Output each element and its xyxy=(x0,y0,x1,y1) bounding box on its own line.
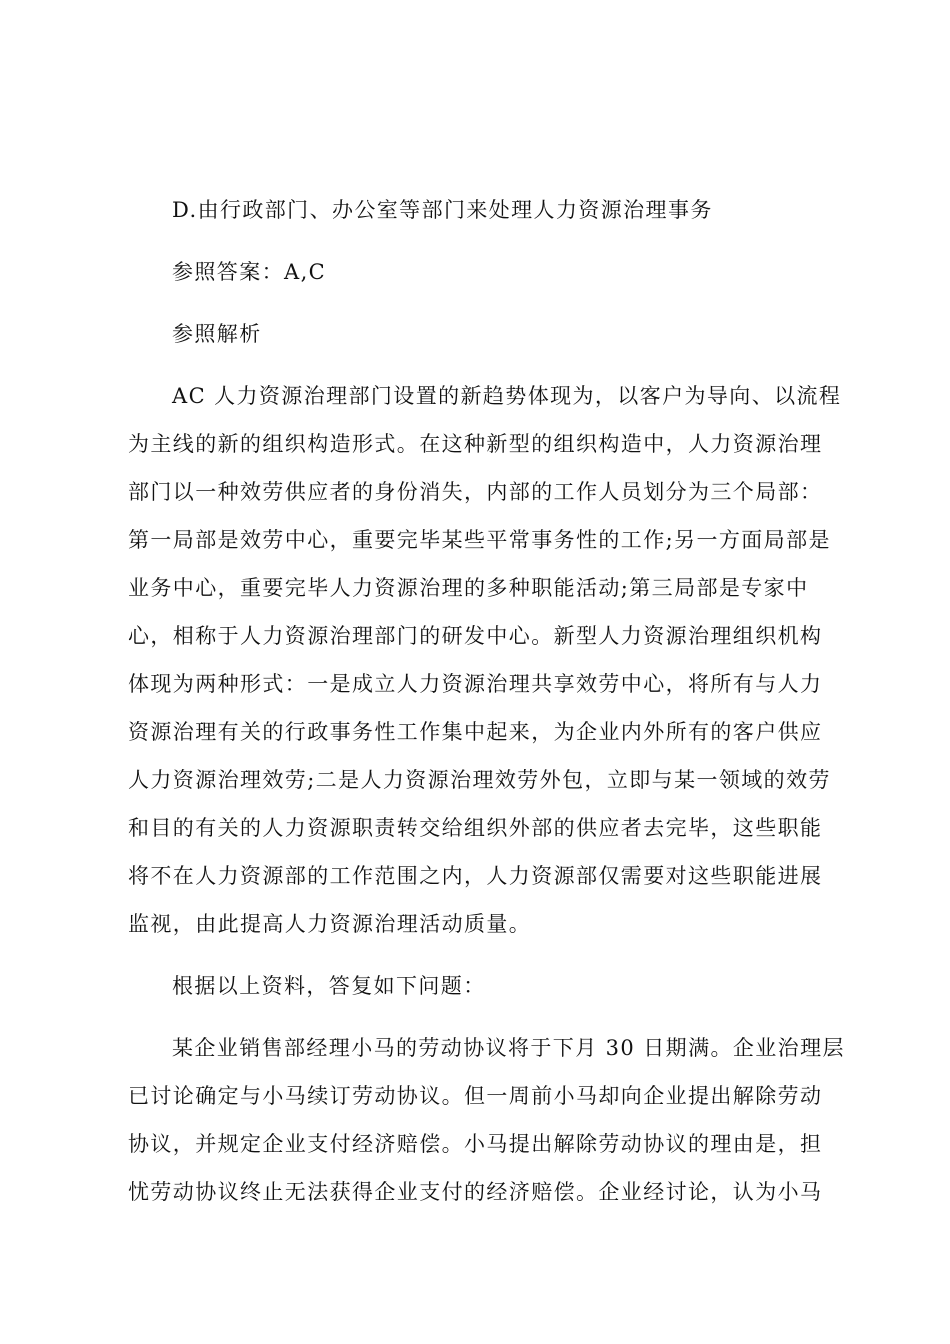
paragraph-line: 体现为两种形式：一是成立人力资源治理共享效劳中心，将所有与人力 xyxy=(128,672,823,696)
case-paragraph xyxy=(128,1024,845,1216)
instruction-text: 根据以上资料，答复如下问题： xyxy=(172,974,486,998)
paragraph-line: 已讨论确定与小马续订劳动协议。但一周前小马却向企业提出解除劳动 xyxy=(128,1084,823,1108)
paragraph-line: 为主线的新的组织构造形式。在这种新型的组织构造中，人力资源治理 xyxy=(128,432,823,456)
paragraph-line: 资源治理有关的行政事务性工作集中起来，为企业内外所有的客户供应 xyxy=(128,720,823,744)
paragraph-line: 人力资源治理效劳;二是人力资源治理效劳外包，立即与某一领域的效劳 xyxy=(128,768,831,792)
document-body xyxy=(128,186,845,1216)
option-d-text: D.由行政部门、办公室等部门来处理人力资源治理事务 xyxy=(172,198,713,222)
paragraph-line: 某企业销售部经理小马的劳动协议将于下月 30 日期满。企业治理层 xyxy=(172,1036,845,1060)
analysis-paragraph xyxy=(128,372,842,948)
paragraph-line: AC 人力资源治理部门设置的新趋势体现为，以客户为导向、以流程 xyxy=(172,384,842,408)
paragraph-line: 忧劳动协议终止无法获得企业支付的经济赔偿。企业经讨论，认为小马 xyxy=(128,1180,823,1204)
reference-answer: 参照答案：A,C xyxy=(172,260,327,284)
paragraph-line: 和目的有关的人力资源职责转交给组织外部的供应者去完毕，这些职能 xyxy=(128,816,823,840)
paragraph-line: 部门以一种效劳供应者的身份消失，内部的工作人员划分为三个局部： xyxy=(128,480,823,504)
paragraph-line: 将不在人力资源部的工作范围之内，人力资源部仅需要对这些职能进展 xyxy=(128,864,823,888)
paragraph-line: 监视，由此提高人力资源治理活动质量。 xyxy=(128,912,532,936)
paragraph-line: 业务中心，重要完毕人力资源治理的多种职能活动;第三局部是专家中 xyxy=(128,576,809,600)
paragraph-line: 第一局部是效劳中心，重要完毕某些平常事务性的工作;另一方面局部是 xyxy=(128,528,831,552)
paragraph-line: 心，相称于人力资源治理部门的研发中心。新型人力资源治理组织机构 xyxy=(128,624,823,648)
paragraph-line: 协议，并规定企业支付经济赔偿。小马提出解除劳动协议的理由是，担 xyxy=(128,1132,823,1156)
analysis-heading: 参照解析 xyxy=(172,322,262,346)
